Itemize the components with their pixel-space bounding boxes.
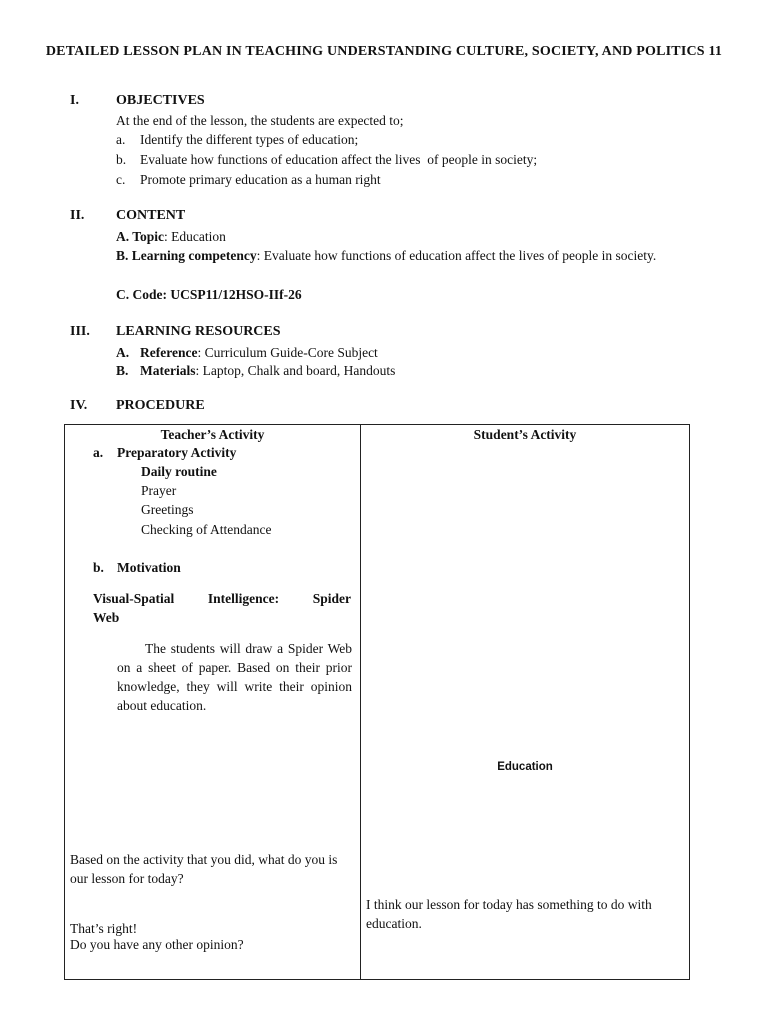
resource-label: Reference bbox=[140, 345, 198, 360]
resource-marker: B. bbox=[116, 363, 129, 378]
objective-text: Promote primary education as a human right bbox=[140, 172, 381, 187]
resource-label: Materials bbox=[140, 363, 196, 378]
motivation-title: Motivation bbox=[117, 560, 181, 575]
topic-label: A. Topic bbox=[116, 229, 165, 244]
procedure-number: IV. bbox=[70, 398, 88, 413]
teacher-question: Based on the activity that you did, what do you is our lesson for today? bbox=[70, 852, 338, 886]
document-title: DETAILED LESSON PLAN IN TEACHING UNDERSTANDING CULTURE, SOCIETY, AND POLITICS 11 bbox=[45, 44, 723, 59]
resource-marker: A. bbox=[116, 345, 130, 360]
resources-number: III. bbox=[70, 324, 90, 339]
prep-title: Preparatory Activity bbox=[117, 445, 237, 460]
spider-web-center-word: Education bbox=[497, 761, 553, 773]
objectives-heading: OBJECTIVES bbox=[116, 93, 205, 108]
objective-item-c bbox=[116, 170, 381, 189]
content-topic bbox=[116, 227, 226, 246]
activity-instructions: The students will draw a Spider Web on a sheet of paper. Based on their prior knowledge, they will write their opinion about education. bbox=[117, 641, 352, 713]
content-heading: CONTENT bbox=[116, 208, 186, 223]
objective-item-a bbox=[116, 130, 359, 149]
teacher-activity-header: Teacher’s Activity bbox=[160, 427, 265, 442]
student-activity-cell bbox=[361, 425, 690, 980]
daily-routine-label: Daily routine bbox=[141, 464, 217, 479]
resource-value: : Laptop, Chalk and board, Handouts bbox=[195, 363, 396, 378]
prep-marker: a. bbox=[93, 445, 104, 460]
intelligence-title: Visual-Spatial Intelligence: Spider Web bbox=[93, 591, 351, 625]
resource-item-b bbox=[116, 361, 396, 380]
competency-label: B. Learning competency bbox=[116, 248, 257, 263]
content-competency bbox=[116, 246, 696, 265]
content-number: II. bbox=[70, 208, 85, 223]
objective-marker: c. bbox=[116, 172, 126, 187]
competency-value: : Evaluate how functions of education affect the lives of people in society. bbox=[256, 248, 657, 263]
objectives-number: I. bbox=[70, 93, 79, 108]
objective-text: Identify the different types of education; bbox=[140, 132, 359, 147]
motivation-marker: b. bbox=[93, 560, 104, 575]
routine-item: Prayer bbox=[141, 483, 177, 498]
teacher-reply-question: Do you have any other opinion? bbox=[70, 937, 244, 952]
topic-value: : Education bbox=[164, 229, 226, 244]
teacher-reply-affirm: That’s right! bbox=[70, 921, 138, 936]
routine-item: Checking of Attendance bbox=[141, 522, 272, 537]
objective-marker: b. bbox=[116, 152, 127, 167]
objectives-intro: At the end of the lesson, the students are expected to; bbox=[116, 113, 404, 128]
resources-heading: LEARNING RESOURCES bbox=[116, 324, 281, 339]
resource-value: : Curriculum Guide-Core Subject bbox=[197, 345, 378, 360]
objective-item-b bbox=[116, 150, 538, 169]
teacher-activity-cell bbox=[65, 425, 361, 980]
objective-text: Evaluate how functions of education affect the lives of people in society; bbox=[140, 152, 538, 167]
student-activity-header: Student’s Activity bbox=[473, 427, 577, 442]
objective-marker: a. bbox=[116, 132, 126, 147]
student-answer: I think our lesson for today has something to do with education. bbox=[366, 897, 652, 931]
content-code: C. Code: UCSP11/12HSO-IIf-26 bbox=[116, 287, 302, 302]
procedure-table bbox=[64, 424, 690, 980]
routine-item: Greetings bbox=[141, 502, 194, 517]
procedure-heading: PROCEDURE bbox=[116, 398, 205, 413]
resource-item-a bbox=[116, 343, 378, 362]
